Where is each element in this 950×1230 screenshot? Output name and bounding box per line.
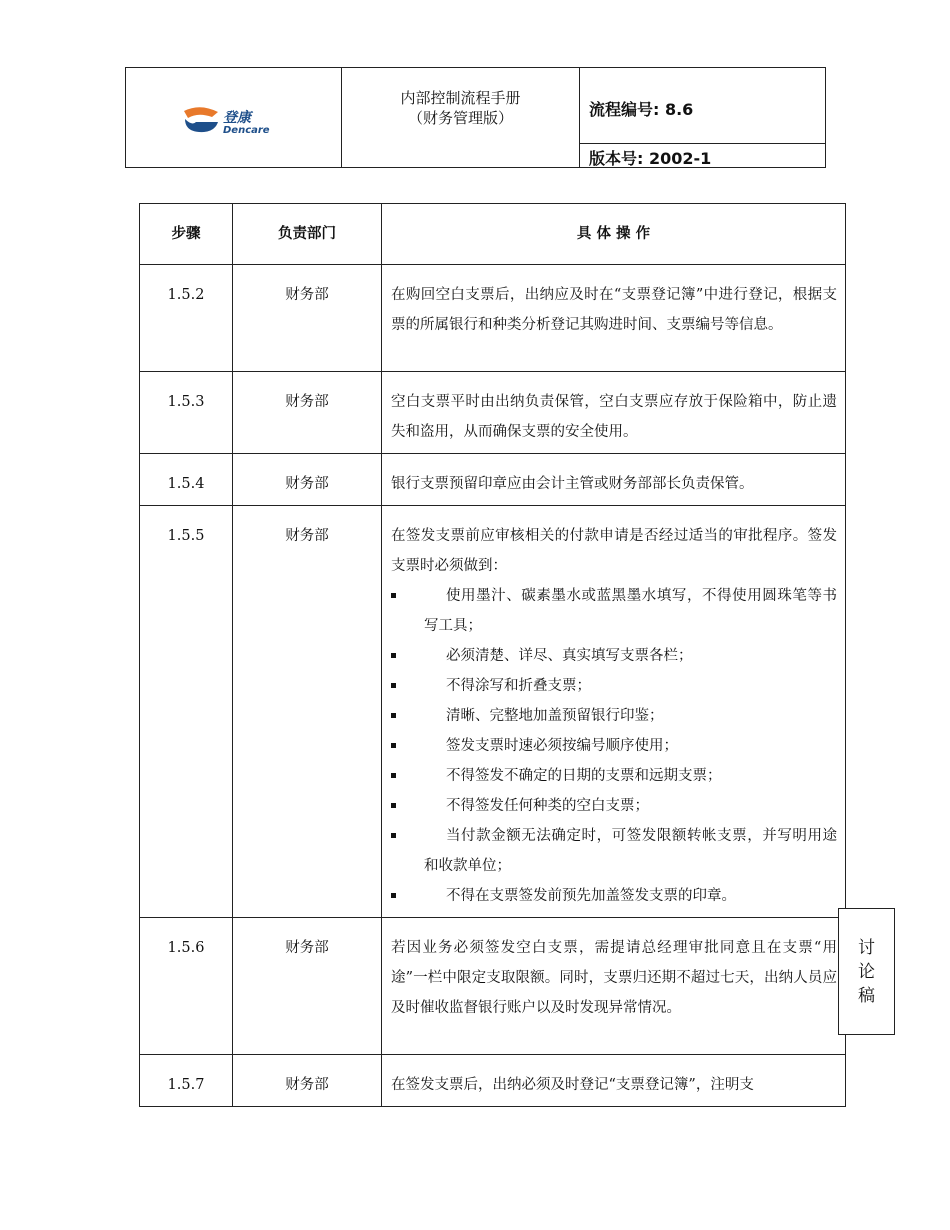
company-logo — [182, 106, 270, 138]
stamp-char: 论 — [858, 962, 875, 982]
operation-intro: 在签发支票前应审核相关的付款申请是否经过适当的审批程序。签发支票时必须做到： — [391, 528, 837, 574]
operation-cell: 空白支票平时由出纳负责保管，空白支票应存放于保险箱中，防止遗失和盗用，从而确保支票的安全使用。 — [382, 372, 846, 454]
operation-cell: 银行支票预留印章应由会计主管或财务部部长负责保管。 — [382, 454, 846, 506]
operation-cell: 在签发支票后，出纳必须及时登记“支票登记簿”，注明支 — [382, 1055, 846, 1107]
manual-subtitle: （财务管理版） — [407, 109, 513, 127]
logo-cell — [126, 68, 342, 167]
bullet-item: 使用墨汁、碳素墨水或蓝黑墨水填写，不得使用圆珠笔等书写工具； — [391, 581, 837, 641]
bullet-item: 不得在支票签发前预先加盖签发支票的印章。 — [391, 881, 837, 911]
dencare-logo-icon — [182, 106, 220, 134]
bullet-item: 必须清楚、详尽、真实填写支票各栏； — [391, 641, 837, 671]
dept-cell: 财务部 — [233, 918, 382, 1055]
operation-cell — [382, 506, 846, 918]
bullet-square-icon — [391, 653, 396, 658]
bullet-item: 当付款金额无法确定时，可签发限额转帐支票，并写明用途和收款单位； — [391, 821, 837, 881]
stamp-char: 讨 — [858, 938, 875, 958]
step-cell: 1.5.2 — [140, 265, 233, 372]
table-row — [140, 506, 846, 918]
version-number: 版本号: 2002-1 — [589, 149, 712, 168]
procedure-table — [139, 203, 846, 1107]
dept-cell: 财务部 — [233, 372, 382, 454]
dept-cell: 财务部 — [233, 506, 382, 918]
bullet-item: 不得签发不确定的日期的支票和远期支票； — [391, 761, 837, 791]
step-cell: 1.5.6 — [140, 918, 233, 1055]
col-header-operation: 具 体 操 作 — [382, 204, 846, 265]
dept-cell: 财务部 — [233, 454, 382, 506]
bullet-item: 签发支票时速必须按编号顺序使用； — [391, 731, 837, 761]
bullet-square-icon — [391, 743, 396, 748]
bullet-item: 清晰、完整地加盖预留银行印鉴； — [391, 701, 837, 731]
bullet-square-icon — [391, 683, 396, 688]
step-cell: 1.5.4 — [140, 454, 233, 506]
bullet-square-icon — [391, 773, 396, 778]
document-header — [125, 67, 826, 168]
col-header-step: 步骤 — [140, 204, 233, 265]
operation-cell: 若因业务必须签发空白支票，需提请总经理审批同意且在支票“用途”一栏中限定支取限额。同时，支票归还期不超过七天，出纳人员应及时催收监督银行账户以及时发现异常情况。 — [382, 918, 846, 1055]
process-code: 流程编号: 8.6 — [580, 68, 825, 144]
bullet-square-icon — [391, 713, 396, 718]
bullet-item: 不得涂写和折叠支票； — [391, 671, 837, 701]
table-row — [140, 372, 846, 454]
manual-title-cell — [342, 68, 580, 167]
logo-text-chinese: 登康 — [223, 110, 251, 126]
draft-stamp — [838, 908, 895, 1035]
bullet-item: 不得签发任何种类的空白支票； — [391, 791, 837, 821]
table-row — [140, 265, 846, 372]
manual-title: 内部控制流程手册 — [400, 89, 521, 107]
dept-cell: 财务部 — [233, 265, 382, 372]
table-row — [140, 1055, 846, 1107]
table-header-row — [140, 204, 846, 265]
step-cell: 1.5.7 — [140, 1055, 233, 1107]
operation-cell: 在购回空白支票后，出纳应及时在“支票登记簿”中进行登记，根据支票的所属银行和种类分析登记其购进时间、支票编号等信息。 — [382, 265, 846, 372]
step-cell: 1.5.3 — [140, 372, 233, 454]
bullet-square-icon — [391, 893, 396, 898]
stamp-char: 稿 — [858, 986, 875, 1006]
col-header-dept: 负责部门 — [233, 204, 382, 265]
step-cell: 1.5.5 — [140, 506, 233, 918]
table-row — [140, 918, 846, 1055]
bullet-square-icon — [391, 833, 396, 838]
bullet-square-icon — [391, 803, 396, 808]
dept-cell: 财务部 — [233, 1055, 382, 1107]
table-row — [140, 454, 846, 506]
bullet-square-icon — [391, 593, 396, 598]
logo-text-english: Dencare — [223, 125, 270, 136]
